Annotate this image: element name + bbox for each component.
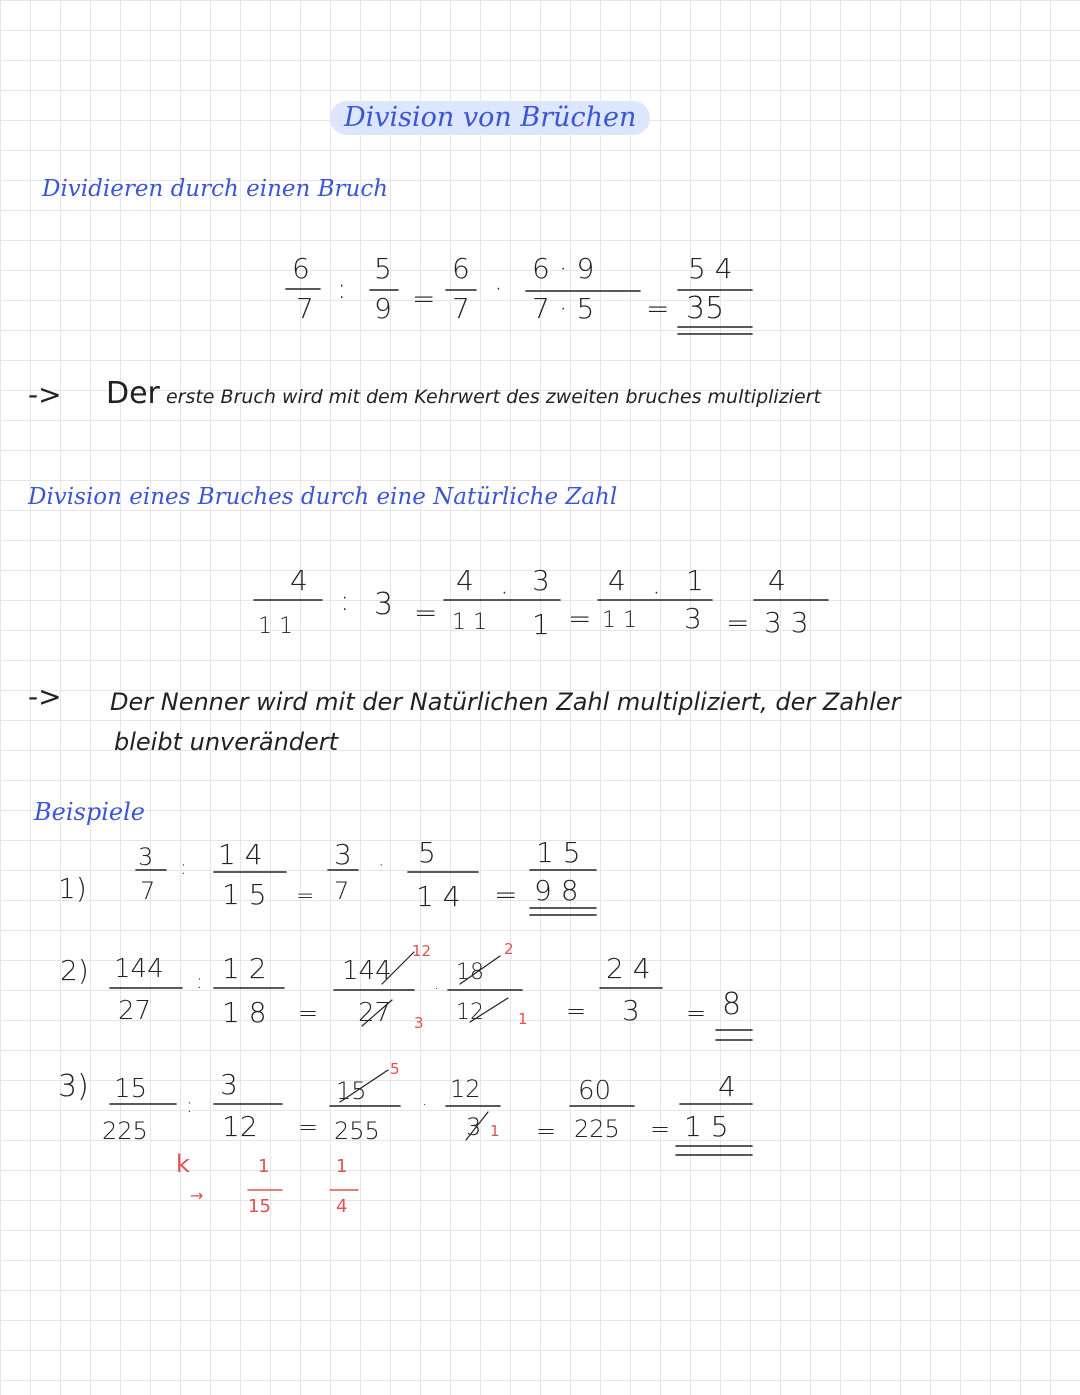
fraction-denominator: 1 1 [258, 614, 293, 639]
fraction-denominator: 7 [334, 877, 350, 905]
multiplication-dot: · [434, 979, 440, 998]
note-fraction-denominator: 4 [336, 1196, 348, 1217]
fraction-numerator: 1 [686, 564, 704, 597]
fraction-denominator: 7 · 5 [532, 292, 595, 325]
rule-rest: erste Bruch wird mit dem Kehrwert des zweiten bruches multipliziert [165, 386, 821, 408]
note-fraction-denominator: 15 [248, 1196, 271, 1217]
cancel-stroke [466, 1112, 488, 1140]
equals-sign: = [646, 292, 670, 325]
rule-first-word: Der [106, 376, 160, 411]
reduction-note: 1 [490, 1122, 500, 1140]
equals-sign: = [494, 878, 518, 911]
fraction-denominator: 12 [222, 1110, 258, 1143]
cancel-stroke [470, 998, 508, 1022]
fraction-numerator: 1 2 [222, 952, 267, 985]
result-denominator: 3 3 [764, 606, 809, 639]
arrow-icon: -> [28, 378, 62, 411]
rule-text-line1: Der Nenner wird mit der Natürlichen Zahl multipliziert, der Zahler [110, 688, 901, 716]
note-fraction-numerator: 1 [336, 1156, 348, 1177]
fraction-denominator: 1 1 [602, 608, 637, 633]
fraction-denominator: 225 [574, 1115, 620, 1143]
fraction-numerator: 18 [456, 960, 484, 985]
fraction-numerator: 15 [336, 1077, 367, 1105]
division-sign: : [340, 584, 350, 617]
result-numerator: 5 4 [688, 252, 733, 285]
fraction-denominator: 255 [334, 1117, 380, 1145]
cancel-stroke [382, 952, 414, 984]
fraction-numerator: 15 [114, 1074, 148, 1104]
fraction-denominator: 1 [532, 608, 550, 641]
fraction-numerator: 3 [220, 1068, 238, 1101]
equals-sign: = [298, 1113, 319, 1141]
fraction-numerator: 5 [374, 252, 392, 285]
multiplication-dot: · [500, 576, 509, 609]
examples-heading: Beispiele [34, 798, 145, 826]
equals-sign: = [686, 999, 707, 1027]
fraction-numerator: 6 [452, 252, 470, 285]
fraction-denominator: 7 [452, 292, 470, 325]
fraction-numerator: 6 · 9 [532, 252, 595, 285]
fraction-denominator: 3 [684, 602, 702, 635]
fraction-denominator: 9 [374, 292, 392, 325]
multiplication-dot: · [652, 576, 661, 609]
fraction-numerator: 60 [578, 1076, 612, 1106]
reduction-note: 12 [412, 942, 432, 960]
reduction-note: 2 [504, 940, 514, 958]
fraction-denominator: 3 [466, 1113, 482, 1141]
fraction-numerator: 3 [138, 843, 154, 871]
section-heading-divide-by-natural: Division eines Bruches durch eine Natürliche Zahl [28, 484, 618, 510]
multiplication-dot: · [422, 1095, 428, 1114]
fraction-denominator: 7 [296, 292, 314, 325]
fraction-denominator: 1 5 [222, 878, 267, 911]
reduction-note: 3 [414, 1014, 424, 1032]
fraction-numerator: 5 [418, 836, 436, 869]
fraction-numerator: 3 [334, 838, 352, 871]
equals-sign: = [650, 1115, 671, 1143]
result-numerator: 4 [768, 564, 786, 597]
equals-sign: = [568, 602, 592, 635]
result-numerator: 1 5 [536, 836, 581, 869]
fraction-numerator: 6 [292, 252, 310, 285]
fraction-numerator: 3 [532, 564, 550, 597]
example-label: 1) [58, 872, 87, 905]
division-sign: : [337, 272, 347, 305]
reduction-note: 5 [390, 1060, 400, 1078]
fraction-denominator: 27 [118, 996, 152, 1026]
multiplication-dot: · [494, 272, 503, 305]
equals-sign: = [414, 596, 438, 629]
result-denominator: 9 8 [534, 874, 579, 907]
division-sign: : [186, 1093, 193, 1117]
division-sign: : [196, 969, 203, 993]
fraction-numerator: 144 [342, 956, 392, 986]
equals-sign: = [566, 997, 587, 1025]
equals-sign: = [536, 1117, 557, 1145]
fraction-numerator: 4 [290, 564, 308, 597]
fraction-numerator: 4 [456, 564, 474, 597]
fraction-numerator: 144 [114, 954, 164, 984]
fraction-numerator: 2 4 [606, 952, 651, 985]
cancel-stroke [340, 1070, 388, 1102]
fraction-denominator: 1 1 [452, 610, 487, 635]
cancel-stroke [362, 1000, 392, 1026]
equals-sign: = [296, 884, 315, 909]
fraction-denominator: 3 [622, 994, 640, 1027]
fraction-denominator: 1 4 [416, 880, 461, 913]
fraction-denominator: 27 [358, 998, 392, 1028]
result-denominator: 1 5 [684, 1110, 729, 1143]
fraction-numerator: 4 [608, 564, 626, 597]
result-numerator: 4 [718, 1070, 736, 1103]
arrow-icon: -> [28, 680, 62, 713]
note-fraction-numerator: 1 [258, 1156, 270, 1177]
section-heading-divide-by-fraction: Dividieren durch einen Bruch [42, 176, 389, 202]
equals-sign: = [298, 999, 319, 1027]
equals-sign: = [412, 282, 436, 315]
fraction-denominator: 7 [140, 877, 156, 905]
whole-number: 3 [374, 587, 394, 622]
reduction-note: 1 [518, 1010, 528, 1028]
fraction-denominator: 225 [102, 1117, 148, 1145]
reciprocal-note: k [176, 1150, 190, 1178]
result-value: 8 [722, 987, 742, 1022]
fraction-numerator: 1 4 [218, 838, 263, 871]
arrow-icon: → [190, 1186, 204, 1205]
result-denominator: 35 [686, 291, 725, 326]
fraction-denominator: 12 [456, 1000, 484, 1025]
page-title: Division von Brüchen [330, 101, 650, 135]
division-sign: : [180, 855, 187, 879]
equals-sign: = [726, 606, 750, 639]
fraction-denominator: 1 8 [222, 996, 267, 1029]
cancel-stroke [460, 956, 500, 984]
multiplication-dot: · [378, 853, 385, 877]
fraction-numerator: 12 [450, 1075, 481, 1103]
example-label: 3) [58, 1069, 89, 1104]
rule-text-line2: bleibt unverändert [114, 728, 339, 756]
example-label: 2) [60, 954, 89, 987]
